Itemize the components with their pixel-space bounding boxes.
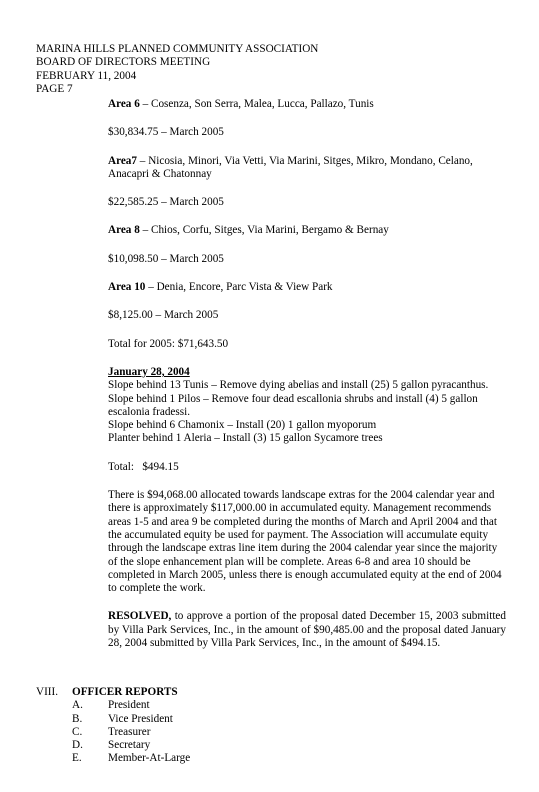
january-item: Slope behind 6 Chamonix – Install (20) 1 gallon myoporum: [108, 419, 377, 432]
january-item: Planter behind 1 Aleria – Install (3) 15 gallon Sycamore trees: [108, 432, 383, 445]
item-text: Treasurer: [108, 725, 151, 738]
list-item: [36, 699, 516, 712]
area-label: Area 8: [108, 224, 140, 237]
list-item: [36, 726, 516, 739]
january-item: Slope behind 1 Pilos – Remove four dead escallonia shrubs and install (4) 5 gallon escalonia fradessi.: [108, 392, 478, 418]
area-8-line: [108, 224, 506, 237]
item-letter: C.: [72, 725, 83, 738]
officer-reports-section: [36, 686, 516, 766]
list-item: [36, 739, 516, 752]
item-text: Vice President: [108, 712, 173, 725]
area-8-amount: $10,098.50 – March 2005: [108, 252, 224, 265]
resolution-paragraph: [108, 610, 506, 650]
january-item: Slope behind 13 Tunis – Remove dying abelias and install (25) 5 gallon pyracanthus.: [108, 379, 489, 392]
january-block: [108, 366, 506, 446]
header-page: PAGE 7: [36, 82, 73, 95]
item-text: Member-At-Large: [108, 752, 191, 765]
item-letter: E.: [72, 752, 82, 765]
area-label: Area7: [108, 154, 137, 167]
january-total: Total: $494.15: [108, 460, 179, 473]
resolved-text: to approve a portion of the proposal dated December 15, 2003 submitted by Villa Park Services, Inc., in the amount of $90,485.00 and the proposal dated January 28, 2004 submitted by Villa Park Services, Inc., in the amount of $494.15.: [108, 610, 506, 650]
january-heading: January 28, 2004: [108, 365, 190, 378]
document-body: [108, 98, 506, 665]
item-letter: D.: [72, 739, 83, 752]
equity-paragraph: There is $94,068.00 allocated towards landscape extras for the 2004 calendar year and there is approximately $117,000.00 in accumulated equity. Management recommends areas 1-5 and area 9 be completed during the months of March and April 2004 and that the accumulated equity be used for payment. The Association will accumulate equity through the landscape extras line item during the 2004 calendar year since the majority of the slope enhancement plan will be complete. Areas 6-8 and area 10 should be completed in March 2005, unless there is enough accumulated equity at the end of 2004 to complete the work.: [108, 489, 502, 595]
header-date: FEBRUARY 11, 2004: [36, 69, 137, 82]
section-title: OFFICER REPORTS: [72, 686, 178, 698]
header-meeting: BOARD OF DIRECTORS MEETING: [36, 56, 211, 69]
item-text: President: [108, 699, 150, 712]
section-heading: [36, 686, 516, 699]
item-text: Secretary: [108, 739, 151, 752]
section-number: VIII.: [36, 686, 59, 698]
area-6-amount: $30,834.75 – March 2005: [108, 126, 224, 139]
document-header: [36, 43, 318, 96]
area-streets: – Nicosia, Minori, Via Vetti, Via Marini, Sitges, Mikro, Mondano, Celano, Anacapri & Chatonnay: [108, 154, 473, 180]
header-association: MARINA HILLS PLANNED COMMUNITY ASSOCIATION: [36, 43, 319, 55]
item-letter: B.: [72, 712, 83, 725]
total-2005: Total for 2005: $71,643.50: [108, 337, 229, 350]
area-10-amount: $8,125.00 – March 2005: [108, 309, 219, 322]
area-label: Area 10: [108, 281, 146, 294]
area-7-line: [108, 155, 506, 182]
area-streets: – Chios, Corfu, Sitges, Via Marini, Bergamo & Bernay: [139, 224, 389, 237]
area-streets: – Cosenza, Son Serra, Malea, Lucca, Pallazo, Tunis: [139, 98, 374, 110]
area-streets: – Denia, Encore, Parc Vista & View Park: [145, 281, 333, 294]
list-item: [36, 752, 516, 765]
area-label: Area 6: [108, 98, 140, 110]
resolved-label: RESOLVED,: [108, 610, 172, 623]
area-6-line: [108, 98, 506, 111]
area-10-line: [108, 281, 506, 294]
list-item: [36, 713, 516, 726]
item-letter: A.: [72, 699, 83, 712]
area-7-amount: $22,585.25 – March 2005: [108, 196, 224, 209]
